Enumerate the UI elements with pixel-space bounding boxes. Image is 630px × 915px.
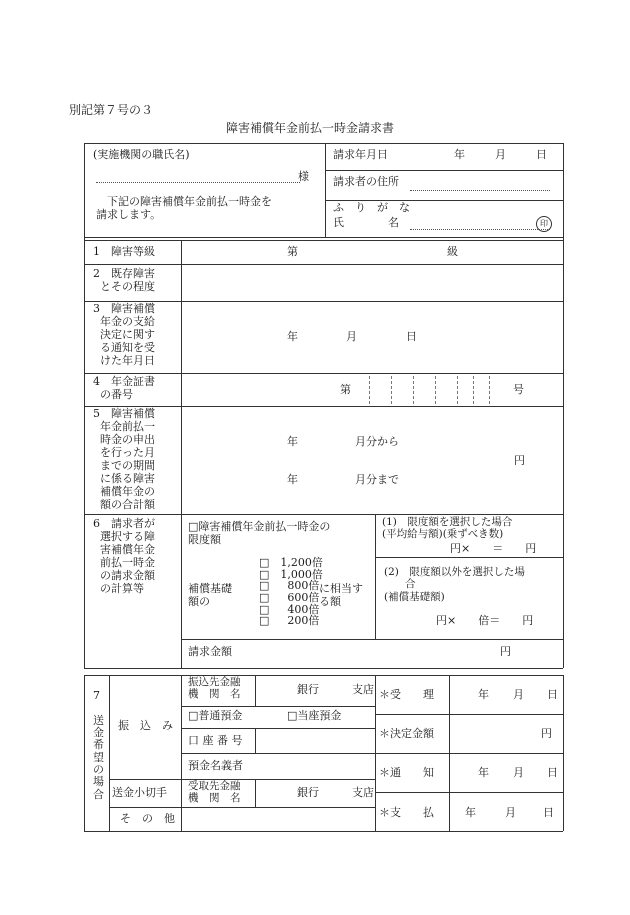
furigana-label: ふ り が な [333,201,410,214]
remittance-title: 7 送 金 希 望 の 場 合 [93,689,104,801]
certificate-dai: 第 [340,383,351,396]
account-holder-label: 預金名義者 [188,759,243,772]
grade-kyu: 級 [447,245,458,258]
amount-label: 請求金額 [188,645,232,658]
receipt-year: 年 [478,688,489,701]
agency-label: (実施機関の職氏名) [93,148,190,161]
request-date-label: 請求年月日 [333,148,388,161]
equivalent-label: に相当す る額 [319,582,363,608]
base-amount-label: 補償基礎 額の [188,582,232,608]
period-from-year: 年 [287,435,298,448]
receipt-day: 日 [547,688,558,701]
dest-bank-bank: 銀行 [297,683,319,696]
notice-year: 年 [478,766,489,779]
decision-amount-label: ＊決定金額 [379,727,434,740]
multiplier-options[interactable]: □ 1,200倍 □ 1,000倍 □ 800倍 □ 600倍 □ 400倍 □ 200倍 [259,556,323,628]
payment-day: 日 [543,806,554,819]
request-text: 下記の障害補償年金前払一時金を 請求します。 [96,195,272,221]
case1-label: (1) 限度額を選択した場合 (平均給与額)(乗ずべき数) [382,516,513,541]
address-label: 請求者の住所 [333,175,399,188]
check-label: 送金小切手 [112,786,167,799]
recv-bank-branch: 支店 [352,786,374,799]
certificate-go: 号 [513,383,524,396]
request-month: 月 [495,148,506,161]
payment-label: ＊支 払 [379,806,434,819]
period-to-month: 月分まで [355,473,399,486]
notice-day: 日 [406,330,417,343]
case2-label: (2) 限度額以外を選択した場 合 (補償基礎額) [384,566,525,603]
notice-day: 日 [547,766,558,779]
notice-date-label: 3 障害補償 年金の支給 決定に関す る通知を受 けた年月日 [93,302,155,367]
notice-month: 月 [513,766,524,779]
recv-bank-label: 受取先金融 機 関 名 [188,780,241,805]
decision-amount-yen: 円 [541,727,552,740]
receipt-label: ＊受 理 [379,688,434,701]
seal-mark: 印 [536,216,552,232]
grade-dai: 第 [287,245,298,258]
amount-yen: 円 [500,645,511,658]
notice-year: 年 [287,330,298,343]
calc-label: 6 請求者が 選択する障 害補償年金 前払一時金 の請求金額 の計算等 [93,517,155,595]
notice-label: ＊通 知 [379,766,434,779]
period-from-month: 月分から [355,435,399,448]
account-number-label: 口 座 番 号 [188,734,243,747]
notice-month: 月 [346,330,357,343]
limit-choice[interactable]: □障害補償年金前払一時金の 限度額 [188,520,331,546]
period-to-year: 年 [287,473,298,486]
certificate-label: 4 年金証書 の番号 [93,375,155,401]
payment-month: 月 [505,806,516,819]
receipt-month: 月 [513,688,524,701]
payment-year: 年 [465,806,476,819]
grade-label: 1 障害等級 [93,245,155,258]
appendix-label: 別記第７号の３ [69,103,154,117]
form-title: 障害補償年金前払一時金請求書 [226,121,395,135]
request-day: 日 [536,148,547,161]
request-year: 年 [454,148,465,161]
other-label: そ の 他 [120,812,175,825]
name-label: 氏 名 [333,216,399,229]
pension-total-yen: 円 [514,454,525,467]
recv-bank-bank: 銀行 [297,786,319,799]
current-deposit-checkbox[interactable]: □当座預金 [287,709,342,722]
ordinary-deposit-checkbox[interactable]: □普通預金 [188,709,243,722]
dest-bank-label: 振込先金融 機 関 名 [188,676,241,701]
case2-calc: 円× 倍＝ 円 [436,614,534,627]
existing-disability-label: 2 既存障害 とその程度 [93,267,155,293]
sama-label: 様 [298,170,309,183]
transfer-label: 振 込 み [118,719,173,732]
pension-total-label: 5 障害補償 年金前払一 時金の申出 を行った月 までの期間 に係る障害 補償年金の 額の合計額 [93,407,155,511]
dest-bank-branch: 支店 [352,683,374,696]
case1-calc: 円× ＝ 円 [450,542,537,555]
